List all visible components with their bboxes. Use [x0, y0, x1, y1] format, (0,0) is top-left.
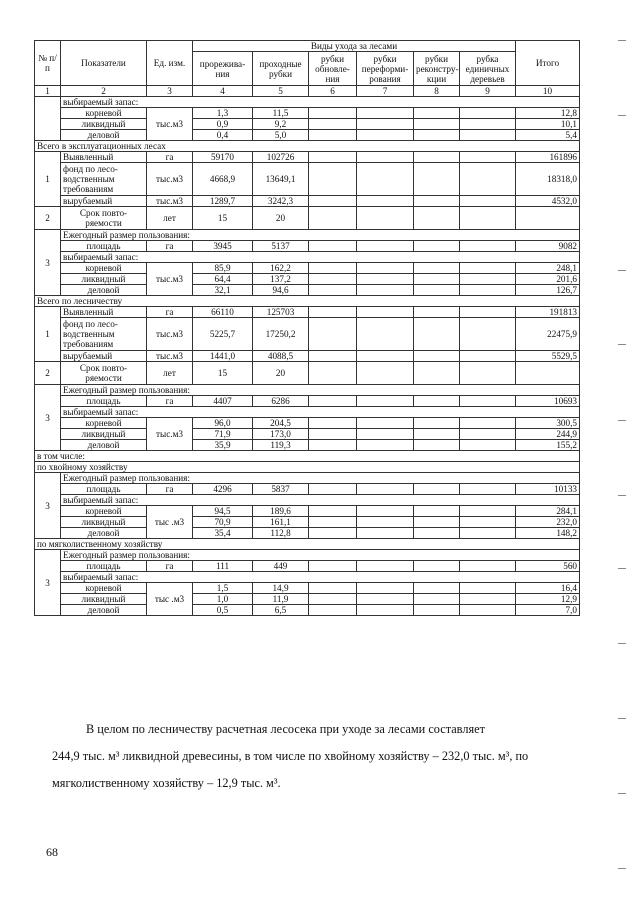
- table-row: [35, 263, 580, 274]
- margin-mark: [618, 115, 626, 116]
- section-row: [35, 539, 580, 550]
- annual-title: Ежегодный размер пользования:: [61, 230, 580, 241]
- column-number: 9: [460, 86, 516, 97]
- annual-title: Ежегодный размер пользования:: [61, 385, 580, 396]
- cell-thinning: 1,5: [193, 583, 253, 594]
- cell-thinning: 0,9: [193, 119, 253, 130]
- cell-thinning: 59170: [193, 152, 253, 163]
- cell-total: 284,1: [516, 506, 580, 517]
- cell-thinning: 4296: [193, 484, 253, 495]
- table-row: [35, 318, 580, 351]
- header-reconstr: рубки реконстру- кции: [414, 52, 460, 86]
- row-unit: тыс.м3: [147, 196, 193, 207]
- row-unit: тыс.м3: [147, 108, 193, 141]
- table-row: [35, 252, 580, 263]
- column-number: 3: [147, 86, 193, 97]
- row-unit: лет: [147, 207, 193, 230]
- column-number: 5: [253, 86, 309, 97]
- cell-total: 5,4: [516, 130, 580, 141]
- row-name: ликвидный: [61, 594, 147, 605]
- cell-thinning: 3945: [193, 241, 253, 252]
- cell-thinning: 85,9: [193, 263, 253, 274]
- row-name: фонд по лесо- водственным требованиям: [61, 163, 147, 196]
- cell-passage: 11,5: [253, 108, 309, 119]
- cell-thinning: 35,4: [193, 528, 253, 539]
- row-unit: га: [147, 561, 193, 572]
- cell-thinning: 0,5: [193, 605, 253, 616]
- cell-passage: 112,8: [253, 528, 309, 539]
- summary-line-3: мягколиственному хозяйству – 12,9 тыс. м³.: [52, 776, 281, 790]
- row-num: 1: [35, 152, 61, 207]
- section-row: [35, 451, 580, 462]
- row-num: 1: [35, 307, 61, 362]
- cell-total: 16,4: [516, 583, 580, 594]
- row-unit: лет: [147, 362, 193, 385]
- header-indicators: Показатели: [61, 41, 147, 86]
- cell-thinning: 94,5: [193, 506, 253, 517]
- section-title: Всего в эксплуатационных лесах: [35, 141, 580, 152]
- cell-passage: 102726: [253, 152, 309, 163]
- column-number: 7: [357, 86, 414, 97]
- row-name: вырубаемый: [61, 351, 147, 362]
- summary-line-2: 244,9 тыс. м³ ликвидной древесины, в том числе по хвойному хозяйству – 232,0 тыс. м³, по: [52, 749, 529, 763]
- cell-thinning: 96,0: [193, 418, 253, 429]
- cell-thinning: 4407: [193, 396, 253, 407]
- row-name: Выявленный: [61, 152, 147, 163]
- row-name: корневой: [61, 418, 147, 429]
- cell-passage: 5,0: [253, 130, 309, 141]
- row-name: корневой: [61, 108, 147, 119]
- cell-total: 10133: [516, 484, 580, 495]
- cell-total: 126,7: [516, 285, 580, 296]
- table-row: [35, 241, 580, 252]
- margin-mark: [618, 344, 626, 345]
- row-unit: га: [147, 152, 193, 163]
- cell-total: 10,1: [516, 119, 580, 130]
- column-number: 6: [309, 86, 357, 97]
- cell-thinning: 0,4: [193, 130, 253, 141]
- harvest-label: выбираемый запас:: [61, 407, 580, 418]
- cell-thinning: 1,0: [193, 594, 253, 605]
- row-name: площадь: [61, 561, 147, 572]
- column-number: 4: [193, 86, 253, 97]
- row-name: деловой: [61, 528, 147, 539]
- row-unit: га: [147, 241, 193, 252]
- row-name: площадь: [61, 241, 147, 252]
- cell-thinning: 111: [193, 561, 253, 572]
- table-row: [35, 484, 580, 495]
- row-name: площадь: [61, 484, 147, 495]
- table-row: [35, 351, 580, 362]
- cell-thinning: 70,9: [193, 517, 253, 528]
- header-care-types: Виды ухода за лесами: [193, 41, 516, 52]
- cell-total: 244,9: [516, 429, 580, 440]
- table-row: [35, 362, 580, 385]
- summary-line-1: В целом по лесничеству расчетная лесосека при уходе за лесами составляет: [86, 722, 485, 736]
- cell-passage: 189,6: [253, 506, 309, 517]
- cell-passage: 6286: [253, 396, 309, 407]
- margin-mark: [618, 420, 626, 421]
- cell-passage: 449: [253, 561, 309, 572]
- margin-mark: [618, 568, 626, 569]
- table-row: [35, 473, 580, 484]
- cell-passage: 119,3: [253, 440, 309, 451]
- table-row: [35, 207, 580, 230]
- row-unit: тыс.м3: [147, 163, 193, 196]
- table-row: [35, 285, 580, 296]
- table-row: [35, 152, 580, 163]
- header-row: [35, 41, 580, 52]
- cell-total: 5529,5: [516, 351, 580, 362]
- cell-thinning: 15: [193, 362, 253, 385]
- cell-thinning: 5225,7: [193, 318, 253, 351]
- row-name: Выявленный: [61, 307, 147, 318]
- cell-thinning: 71,9: [193, 429, 253, 440]
- row-name: ликвидный: [61, 274, 147, 285]
- cell-passage: 125703: [253, 307, 309, 318]
- cell-total: 161896: [516, 152, 580, 163]
- cell-total: 232,0: [516, 517, 580, 528]
- row-num: 2: [35, 207, 61, 230]
- cell-passage: 6,5: [253, 605, 309, 616]
- row-num: 3: [35, 550, 61, 616]
- section-title: Всего по лесничеству: [35, 296, 580, 307]
- cell-thinning: 64,4: [193, 274, 253, 285]
- cell-total: 12,9: [516, 594, 580, 605]
- table-row: [35, 506, 580, 517]
- cell-total: 155,2: [516, 440, 580, 451]
- forest-care-table: [34, 40, 580, 616]
- row-name: площадь: [61, 396, 147, 407]
- table-row: [35, 550, 580, 561]
- section-title: по мягколиственному хозяйству: [35, 539, 580, 550]
- row-unit: тыс.м3: [147, 263, 193, 296]
- table-row: [35, 440, 580, 451]
- cell-passage: 20: [253, 362, 309, 385]
- table-row: [35, 385, 580, 396]
- row-name: деловой: [61, 605, 147, 616]
- column-number: 8: [414, 86, 460, 97]
- table-row: [35, 517, 580, 528]
- cell-total: 7,0: [516, 605, 580, 616]
- row-num: 3: [35, 385, 61, 451]
- row-name: вырубаемый: [61, 196, 147, 207]
- cell-total: 4532,0: [516, 196, 580, 207]
- cell-thinning: 1,3: [193, 108, 253, 119]
- annual-title: Ежегодный размер пользования:: [61, 473, 580, 484]
- row-name: корневой: [61, 506, 147, 517]
- margin-mark: [618, 718, 626, 719]
- cell-thinning: 15: [193, 207, 253, 230]
- cell-passage: 13649,1: [253, 163, 309, 196]
- row-unit: га: [147, 484, 193, 495]
- cell-total: 191813: [516, 307, 580, 318]
- cell-total: 12,8: [516, 108, 580, 119]
- cell-passage: 9,2: [253, 119, 309, 130]
- cell-passage: 137,2: [253, 274, 309, 285]
- table-row: [35, 561, 580, 572]
- header-renewal: рубки обновле- ния: [309, 52, 357, 86]
- table-row: [35, 583, 580, 594]
- cell-passage: 17250,2: [253, 318, 309, 351]
- margin-mark: [618, 793, 626, 794]
- harvest-label: выбираемый запас:: [61, 572, 580, 583]
- table-row: [35, 119, 580, 130]
- header-reform: рубки переформи- рования: [357, 52, 414, 86]
- cell-thinning: 4668,9: [193, 163, 253, 196]
- row-unit: тыс .м3: [147, 583, 193, 616]
- header-num: № п/ п: [35, 41, 61, 86]
- section-row: [35, 141, 580, 152]
- row-unit: тыс.м3: [147, 351, 193, 362]
- row-name: корневой: [61, 263, 147, 274]
- row-name: деловой: [61, 285, 147, 296]
- table-row: [35, 163, 580, 196]
- margin-mark: [618, 495, 626, 496]
- column-number: 1: [35, 86, 61, 97]
- table-row: [35, 528, 580, 539]
- row-unit: тыс.м3: [147, 318, 193, 351]
- table-row: [35, 196, 580, 207]
- row-name: деловой: [61, 130, 147, 141]
- row-unit: га: [147, 396, 193, 407]
- header-unit: Ед. изм.: [147, 41, 193, 86]
- table-row: [35, 572, 580, 583]
- table-row: [35, 396, 580, 407]
- row-name: ликвидный: [61, 429, 147, 440]
- cell-thinning: 32,1: [193, 285, 253, 296]
- harvest-label: выбираемый запас:: [61, 97, 580, 108]
- table-row: [35, 108, 580, 119]
- including-label: в том числе:: [35, 451, 580, 462]
- header-thinning: прорежива- ния: [193, 52, 253, 86]
- cell-passage: 204,5: [253, 418, 309, 429]
- cell-passage: 11,9: [253, 594, 309, 605]
- row-name: корневой: [61, 583, 147, 594]
- table-row: [35, 97, 580, 108]
- annual-title: Ежегодный размер пользования:: [61, 550, 580, 561]
- table-row: [35, 407, 580, 418]
- margin-mark: [618, 868, 626, 869]
- cell-total: 9082: [516, 241, 580, 252]
- cell-total: 18318,0: [516, 163, 580, 196]
- table-row: [35, 429, 580, 440]
- row-name: деловой: [61, 440, 147, 451]
- cell-passage: 94,6: [253, 285, 309, 296]
- row-name: Срок повто- ряемости: [61, 362, 147, 385]
- header-single: рубка единичных деревьев: [460, 52, 516, 86]
- cell-thinning: 1441,0: [193, 351, 253, 362]
- table-row: [35, 130, 580, 141]
- table-row: [35, 230, 580, 241]
- row-unit: га: [147, 307, 193, 318]
- cell-thinning: 1289,7: [193, 196, 253, 207]
- row-num: 3: [35, 230, 61, 296]
- margin-mark: [618, 643, 626, 644]
- cell-passage: 3242,3: [253, 196, 309, 207]
- table-row: [35, 307, 580, 318]
- cell-passage: 5137: [253, 241, 309, 252]
- section-title: по хвойному хозяйству: [35, 462, 580, 473]
- column-number: 2: [61, 86, 147, 97]
- table-row: [35, 495, 580, 506]
- cell-thinning: 66110: [193, 307, 253, 318]
- row-unit: тыс.м3: [147, 418, 193, 451]
- row-name: фонд по лесо- водственным требованиям: [61, 318, 147, 351]
- cell-passage: 14,9: [253, 583, 309, 594]
- cell-passage: 4088,5: [253, 351, 309, 362]
- table-row: [35, 418, 580, 429]
- margin-mark: [618, 270, 626, 271]
- row-name: ликвидный: [61, 119, 147, 130]
- cell-total: 148,2: [516, 528, 580, 539]
- cell-passage: 5837: [253, 484, 309, 495]
- row-name: ликвидный: [61, 517, 147, 528]
- row-unit: тыс .м3: [147, 506, 193, 539]
- cell-passage: 20: [253, 207, 309, 230]
- cell-passage: 162,2: [253, 263, 309, 274]
- section-row: [35, 296, 580, 307]
- cell-total: 10693: [516, 396, 580, 407]
- row-num: 3: [35, 473, 61, 539]
- cell-total: 22475,9: [516, 318, 580, 351]
- page-number: 68: [46, 845, 58, 859]
- margin-mark: [618, 40, 626, 41]
- cell-thinning: 35,9: [193, 440, 253, 451]
- column-numbers-row: [35, 86, 580, 97]
- header-total: Итого: [516, 41, 580, 86]
- table-row: [35, 274, 580, 285]
- harvest-label: выбираемый запас:: [61, 495, 580, 506]
- column-number: 10: [516, 86, 580, 97]
- cell-total: 300,5: [516, 418, 580, 429]
- cell-total: 560: [516, 561, 580, 572]
- cell-total: 201,6: [516, 274, 580, 285]
- table-row: [35, 594, 580, 605]
- cell-passage: 161,1: [253, 517, 309, 528]
- cell-total: 248,1: [516, 263, 580, 274]
- cell-passage: 173,0: [253, 429, 309, 440]
- header-passage: проходные рубки: [253, 52, 309, 86]
- harvest-label: выбираемый запас:: [61, 252, 580, 263]
- row-name: Срок повто- ряемости: [61, 207, 147, 230]
- row-num: 2: [35, 362, 61, 385]
- table-row: [35, 605, 580, 616]
- section-row: [35, 462, 580, 473]
